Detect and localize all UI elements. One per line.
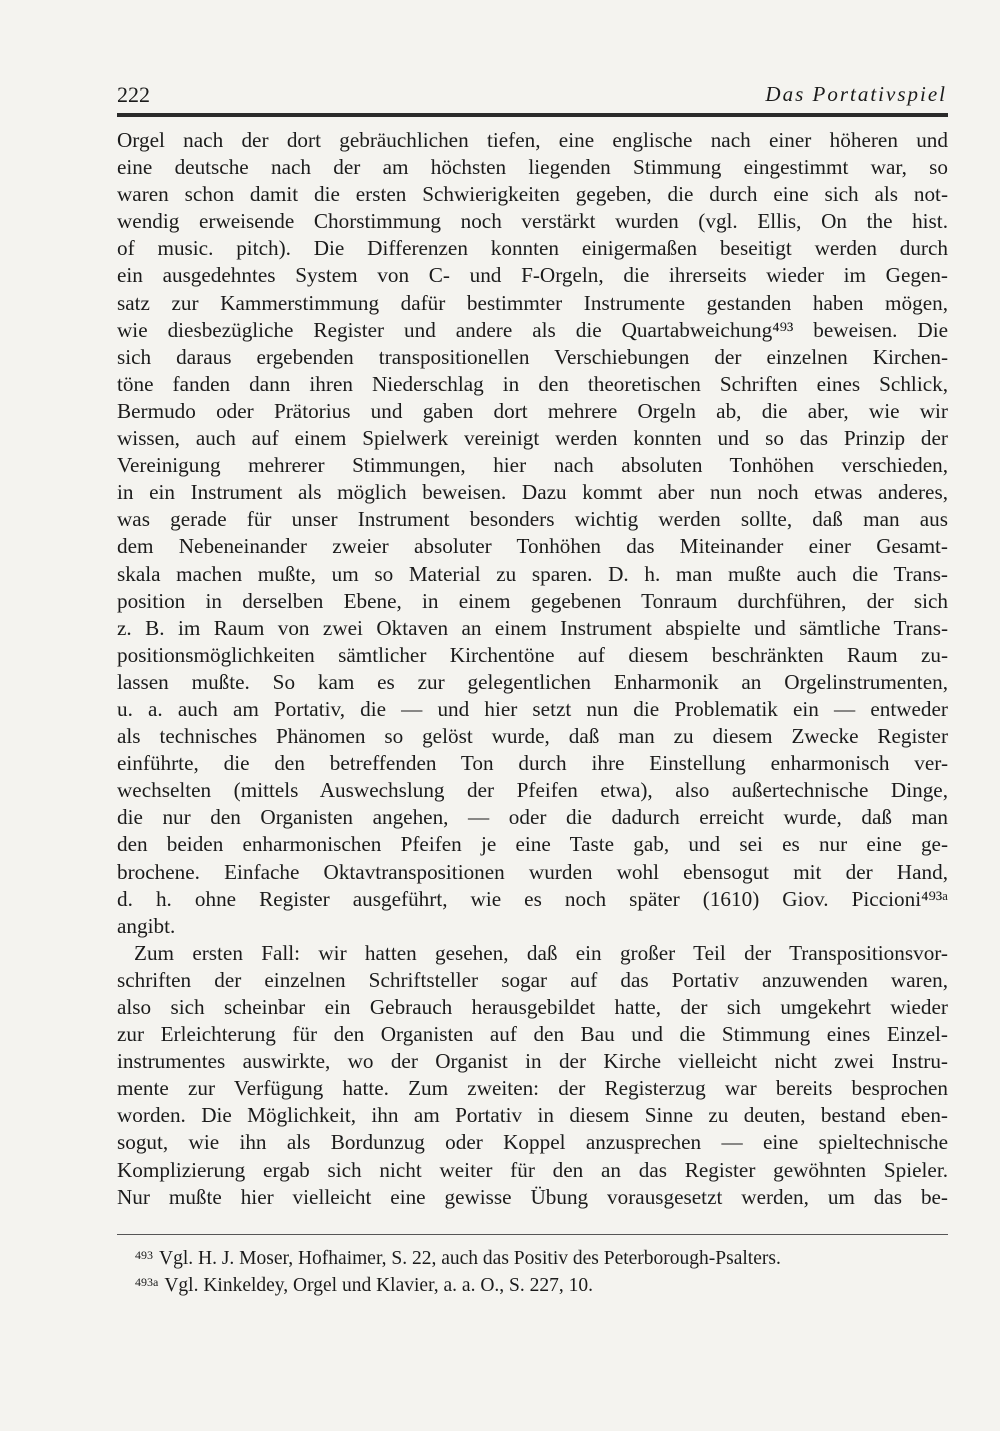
footnote-rule (117, 1234, 948, 1235)
text-line: u. a. auch am Portativ, die — und hier setzt nun die Problematik ein — entweder (117, 696, 948, 721)
text-line: position in derselben Ebene, in einem gegebenen Tonraum durchführen, der sich (117, 588, 948, 613)
footnote (135, 1242, 945, 1269)
text-line: zur Erleichterung für den Organisten auf den Bau und die Stimmung eines Einzel- (117, 1022, 948, 1047)
text-line: d. h. ohne Register ausgeführt, wie es noch später (1610) Giov. Piccioni⁴⁹³ᵃ (117, 886, 948, 911)
text-line: of music. pitch). Die Differenzen konnten einigermaßen beseitigt werden durch (117, 236, 948, 261)
text-line: z. B. im Raum von zwei Oktaven an einem Instrument abspielte und sämtliche Trans- (117, 615, 948, 640)
text-line: Zum ersten Fall: wir hatten gesehen, daß ein großer Teil der Transpositionsvor- (134, 940, 948, 965)
text-line: eine deutsche nach der am höchsten liegenden Stimmung eingestimmt war, so (117, 155, 948, 180)
text-line: brochene. Einfache Oktavtranspositionen wurden wohl ebensogut mit der Hand, (117, 859, 948, 884)
footnote-text: Vgl. Kinkeldey, Orgel und Klavier, a. a. O., S. 227, 10. (164, 1275, 594, 1296)
text-line: sich daraus ergebenden transpositionellen Verschiebungen der einzelnen Kirchen- (117, 344, 948, 369)
text-line: was gerade für unser Instrument besonders wichtig werden sollte, daß man aus (117, 507, 948, 532)
text-line: lassen mußte. So kam es zur gelegentlichen Enharmonik an Orgelinstrumenten, (117, 669, 948, 694)
text-line: satz zur Kammerstimmung dafür bestimmter Instrumente gestanden haben mögen, (117, 290, 948, 315)
text-line: schriften der einzelnen Schriftsteller sogar auf das Portativ anzuwenden waren, (117, 967, 948, 992)
text-line: positionsmöglichkeiten sämtlicher Kirchentöne auf diesem beschränkten Raum zu- (117, 642, 948, 667)
text-line: skala machen mußte, um so Material zu sparen. D. h. man mußte auch die Trans- (117, 561, 948, 586)
text-line: also sich scheinbar ein Gebrauch herausgebildet hatte, der sich umgekehrt wieder (117, 995, 948, 1019)
text-line: den beiden enharmonischen Pfeifen je eine Taste gab, und sei es nur eine ge- (117, 832, 948, 857)
text-line: Komplizierung ergab sich nicht weiter für den an das Register gewöhnten Spieler. (117, 1157, 948, 1182)
text-line: sogut, wie ihn als Bordunzug oder Koppel anzusprechen — eine spieltechnische (117, 1130, 948, 1155)
text-line: Bermudo oder Prätorius und gaben dort mehrere Orgeln ab, die aber, wie wir (117, 398, 948, 423)
text-line: in ein Instrument als möglich beweisen. Dazu kommt aber nun noch etwas anderes, (117, 480, 948, 505)
text-line: dem Nebeneinander zweier absoluter Tonhöhen das Miteinander einer Gesamt- (117, 534, 948, 559)
text-line: wissen, auch auf einem Spielwerk vereinigt werden konnten und so das Prinzip der (117, 426, 948, 451)
footnote-text: Vgl. H. J. Moser, Hofhaimer, S. 22, auch das Positiv des Peterborough-Psalters. (159, 1248, 781, 1269)
body-text (117, 127, 948, 1211)
text-line: Nur mußte hier vielleicht eine gewisse Übung vorausgesetzt werden, um das be- (117, 1184, 948, 1209)
page-number: 222 (117, 82, 150, 107)
text-line: ein ausgedehntes System von C- und F-Orgeln, die ihrerseits wieder im Gegen- (117, 263, 948, 288)
text-line: worden. Die Möglichkeit, ihn am Portativ in diesem Sinne zu deuten, bestand eben- (117, 1103, 948, 1128)
text-line: einführte, die den betreffenden Ton durch ihre Einstellung enharmonisch ver- (117, 751, 948, 776)
text-line: die nur den Organisten angehen, — oder die dadurch erreicht wurde, daß man (117, 805, 948, 830)
text-line: als technisches Phänomen so gelöst wurde, daß man zu diesem Zwecke Register (117, 724, 948, 749)
text-line: waren schon damit die ersten Schwierigkeiten gegeben, die durch eine sich als not- (117, 182, 948, 207)
footnote-mark: 493 (135, 1248, 153, 1262)
footnote (135, 1269, 945, 1296)
text-line: wendig erweisende Chorstimmung noch verstärkt wurden (vgl. Ellis, On the hist. (117, 209, 948, 234)
text-line: Orgel nach der dort gebräuchlichen tiefen, eine englische nach einer höheren und (117, 128, 948, 152)
text-line: Vereinigung mehrerer Stimmungen, hier nach absoluten Tonhöhen verschieden, (117, 453, 948, 478)
footnotes (135, 1242, 945, 1296)
page-header (117, 82, 947, 112)
text-line: instrumentes auswirkte, wo der Organist in der Kirche vielleicht nicht zwei Instru- (117, 1049, 948, 1074)
running-title: Das Portativspiel (765, 82, 947, 106)
text-line: wie diesbezügliche Register und andere als die Quartabweichung⁴⁹³ beweisen. Die (117, 317, 948, 342)
footnote-mark: 493a (135, 1275, 159, 1289)
header-rule (117, 113, 948, 117)
text-line: töne fanden dann ihren Niederschlag in den theoretischen Schriften eines Schlick, (117, 371, 948, 396)
text-line: angibt. (117, 913, 176, 938)
text-line: wechselten (mittels Auswechslung der Pfeifen etwa), also außertechnische Dinge, (117, 778, 948, 803)
text-line: mente zur Verfügung hatte. Zum zweiten: der Registerzug war bereits besprochen (117, 1076, 948, 1101)
